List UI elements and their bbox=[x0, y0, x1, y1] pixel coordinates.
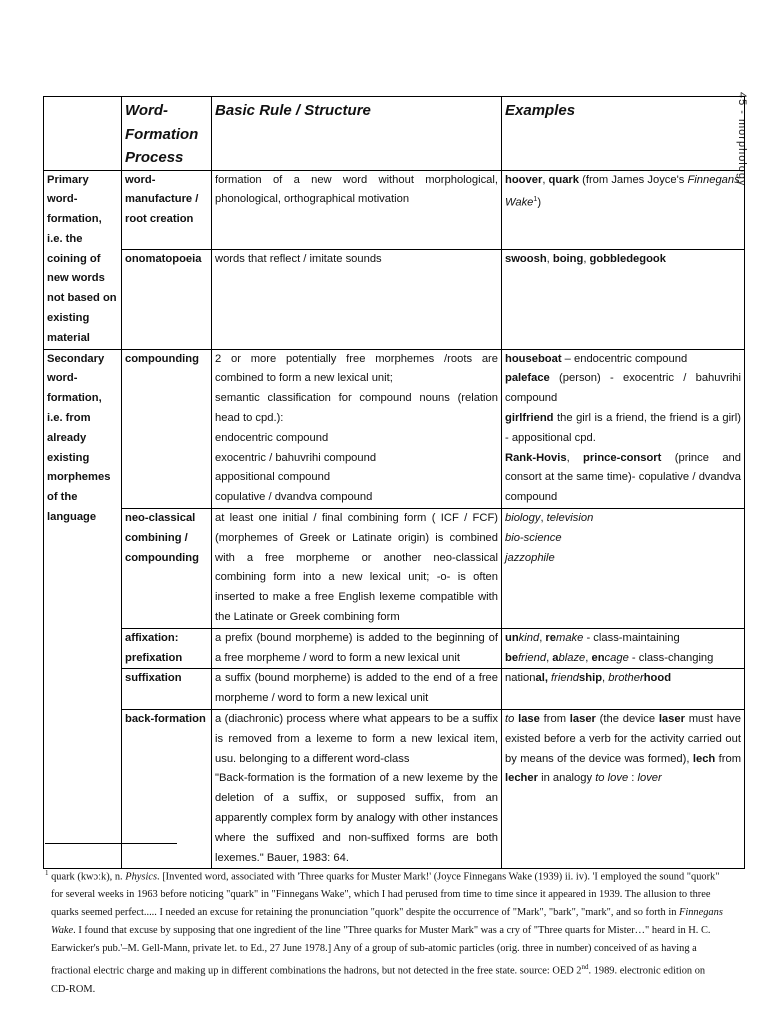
example-text: , bbox=[583, 252, 590, 265]
example-affix: al bbox=[535, 672, 545, 685]
example-base: make bbox=[556, 631, 584, 644]
example-base: friend bbox=[551, 672, 580, 685]
example-affix: hood bbox=[643, 672, 672, 685]
example-line bbox=[505, 449, 741, 508]
examples-word-manufacture bbox=[502, 170, 745, 249]
page-label: 45 - morphology bbox=[736, 92, 748, 187]
example-text: in analogy bbox=[537, 772, 596, 785]
examples-neoclassical bbox=[502, 509, 745, 629]
rule-line: a (diachronic) process where what appears to be a suffix is removed from a lexeme to form a new lexical item, usu. belonging to a different word-class bbox=[215, 713, 498, 765]
example-text: from bbox=[715, 752, 742, 765]
table-row bbox=[44, 170, 745, 249]
example-line bbox=[505, 629, 741, 649]
example-term: hoover bbox=[505, 173, 543, 186]
rule-line: appositional compound bbox=[215, 471, 331, 484]
footnote-text: . [Invented word, associated with 'Three quarks for Muster Mark!' (Joyce Finnegans Wake (1939) ii. iv). 'I employed the sound "quork" for several weeks in 1963 before noticing "quark" in "Finnegans Wake", which I had perused from time to time since it appeared in 1939. The allusion to three quarks seemed perfect..... I needed an excuse for retaining the pronunciation "quork" despite the occurrence of "Mark", "bark", "mark", and so forth in bbox=[51, 871, 720, 919]
rule-word-manufacture: formation of a new word without morphological, phonological, orthographical motivation bbox=[212, 170, 502, 249]
example-text: , bbox=[546, 651, 553, 664]
footnote-divider bbox=[45, 843, 177, 844]
example-line bbox=[505, 649, 741, 669]
example-text: the girl is a friend, the friend is a girl) - appositional cpd. bbox=[505, 412, 741, 444]
example-term: lase bbox=[518, 713, 540, 726]
example-text: , bbox=[544, 672, 552, 685]
rule-suffixation: a suffix (bound morpheme) is added to the end of a free morpheme / word to form a new lexical unit bbox=[212, 669, 502, 710]
example-text: must have existed before a verb for the activity carried out by means of the device was formed), bbox=[505, 713, 741, 765]
footnote-superscript: nd bbox=[581, 963, 589, 972]
rule-compounding bbox=[212, 349, 502, 508]
footnote-italic: Physics bbox=[125, 871, 158, 883]
example-italic: television bbox=[546, 512, 594, 525]
example-term: laser bbox=[569, 713, 596, 726]
example-text: (prince and consort at the same time)- copulative / dvandva compound bbox=[505, 451, 741, 504]
category-secondary: Secondary word-formation, i.e. from already existing morphemes of the language bbox=[44, 349, 122, 869]
example-term: Rank-Hovis bbox=[505, 451, 567, 464]
example-text: , bbox=[542, 173, 549, 186]
example-term: paleface bbox=[505, 372, 550, 385]
header-blank bbox=[44, 97, 122, 171]
examples-onomatopoeia bbox=[502, 249, 745, 349]
example-term: houseboat bbox=[505, 352, 562, 365]
example-text: (the device bbox=[595, 713, 659, 726]
example-text: from bbox=[539, 713, 570, 726]
example-term: girlfriend bbox=[505, 412, 554, 425]
examples-prefixation bbox=[502, 628, 745, 669]
example-base: cage bbox=[604, 651, 629, 664]
example-text: , bbox=[566, 451, 584, 464]
word-formation-table bbox=[43, 96, 745, 869]
example-term: swoosh bbox=[505, 252, 547, 265]
table-row bbox=[44, 710, 745, 869]
rule-onomatopoeia: words that reflect / imitate sounds bbox=[212, 249, 502, 349]
example-term: lecher bbox=[505, 772, 538, 785]
header-row bbox=[44, 97, 745, 171]
table-row bbox=[44, 349, 745, 508]
footnote-body bbox=[45, 864, 725, 999]
example-term: lech bbox=[692, 752, 716, 765]
process-neoclassical: neo-classical combining / compounding bbox=[122, 509, 212, 629]
example-text: (from James Joyce's bbox=[579, 173, 688, 186]
example-text: , bbox=[546, 252, 553, 265]
rule-line: endocentric compound bbox=[215, 431, 329, 444]
rule-line: semantic classification for compound nouns (relation head to cpd.): bbox=[215, 392, 498, 425]
example-italic: Finnegans Wake bbox=[505, 173, 740, 210]
process-suffixation: suffixation bbox=[122, 669, 212, 710]
example-line bbox=[505, 409, 741, 449]
footnote-mark: 1 bbox=[45, 869, 49, 877]
example-affix: en bbox=[591, 651, 605, 664]
example-line bbox=[505, 509, 741, 529]
footnote-italic: Finnegans Wake bbox=[51, 907, 723, 937]
examples-back-formation bbox=[502, 710, 745, 869]
example-affix: re bbox=[545, 631, 556, 644]
example-text: - class-maintaining bbox=[583, 631, 680, 644]
rule-line: exocentric / bahuvrihi compound bbox=[215, 451, 377, 464]
table-row bbox=[44, 669, 745, 710]
footnote bbox=[45, 864, 725, 999]
example-affix: un bbox=[505, 631, 519, 644]
footnote-text: . 1989. electronic edition on CD-ROM. bbox=[51, 965, 706, 995]
example-base: nation bbox=[505, 672, 536, 685]
example-affix: be bbox=[505, 651, 519, 664]
rule-line: "Back-formation is the formation of a new lexeme by the deletion of a suffix, or supposed suffix, from an apparently complex form by analogy with other instances where the suffixed and non-suffixed forms are both lexemes." Bauer, 1983: 64. bbox=[215, 772, 498, 864]
process-back-formation: back-formation bbox=[122, 710, 212, 869]
example-line bbox=[505, 350, 741, 370]
category-primary: Primary word-formation, i.e. the coining of new words not based on existing material bbox=[44, 170, 122, 349]
example-line bbox=[505, 369, 741, 409]
example-italic: biology bbox=[505, 512, 541, 525]
rule-line: 2 or more potentially free morphemes /roots are combined to form a new lexical unit; bbox=[215, 352, 498, 385]
process-prefixation: affixation: prefixation bbox=[122, 628, 212, 669]
example-term: gobbledegook bbox=[589, 252, 666, 265]
example-line: bio-science bbox=[505, 531, 562, 544]
example-italic: to bbox=[505, 713, 519, 726]
table-row bbox=[44, 628, 745, 669]
header-process: Word-Formation Process bbox=[122, 97, 212, 171]
example-term: prince-consort bbox=[583, 451, 662, 464]
example-italic: lover bbox=[637, 772, 662, 785]
rule-back-formation bbox=[212, 710, 502, 869]
header-examples: Examples bbox=[502, 97, 745, 171]
example-text: , bbox=[585, 651, 592, 664]
footnote-text: . I found that excuse by supposing that one ingredient of the line "Three quarks for Muster Mark" was a cry of "Three quarts for Mister…" heard in H. C. Earwicker's pub.'–M. Gell-Mann, private let. to Ed., 27 June 1978.] Any of a group of sub-atomic particles (orig. three in number) conceived of as having a fractional electric charge and making up in different combinations the hadrons, but not detected in the free state. source: OED 2 bbox=[51, 925, 711, 977]
examples-suffixation bbox=[502, 669, 745, 710]
table-row bbox=[44, 509, 745, 629]
example-text: : bbox=[628, 772, 638, 785]
example-term: boing bbox=[552, 252, 584, 265]
example-term: quark bbox=[548, 173, 579, 186]
example-text: , bbox=[540, 512, 547, 525]
process-word-manufacture: word-manufacture / root creation bbox=[122, 170, 212, 249]
process-onomatopoeia: onomatopoeia bbox=[122, 249, 212, 349]
table-row bbox=[44, 249, 745, 349]
footnote-ref: 1 bbox=[533, 196, 538, 204]
footnote-text: quark (kwɔːk), n. bbox=[48, 871, 126, 883]
example-text: (person) - exocentric / bahuvrihi compound bbox=[505, 372, 741, 405]
header-rule: Basic Rule / Structure bbox=[212, 97, 502, 171]
example-text: ) bbox=[537, 197, 542, 210]
example-affix: ship bbox=[579, 672, 603, 685]
example-text: , bbox=[602, 672, 609, 685]
example-line: jazzophile bbox=[505, 551, 555, 564]
example-base: brother bbox=[608, 672, 644, 685]
example-base: friend bbox=[518, 651, 547, 664]
rule-neoclassical: at least one initial / final combining form ( ICF / FCF) (morphemes of Greek or Latinate origin) is combined with a free morpheme or another neo-classical combining form into a new lexical unit; -o- is often inserted to make a free English lexeme compatible with the Latinate or Greek combining form bbox=[212, 509, 502, 629]
process-compounding: compounding bbox=[122, 349, 212, 508]
example-term: laser bbox=[658, 713, 685, 726]
example-text: , bbox=[539, 631, 546, 644]
example-base: kind bbox=[518, 631, 540, 644]
example-base: blaze bbox=[558, 651, 586, 664]
example-affix: a bbox=[552, 651, 559, 664]
examples-compounding bbox=[502, 349, 745, 508]
example-text: – endocentric compound bbox=[561, 352, 688, 365]
rule-line: copulative / dvandva compound bbox=[215, 491, 373, 504]
example-text: - class-changing bbox=[628, 651, 714, 664]
example-italic: to love bbox=[595, 772, 629, 785]
rule-prefixation: a prefix (bound morpheme) is added to the beginning of a free morpheme / word to form a new lexical unit bbox=[212, 628, 502, 669]
